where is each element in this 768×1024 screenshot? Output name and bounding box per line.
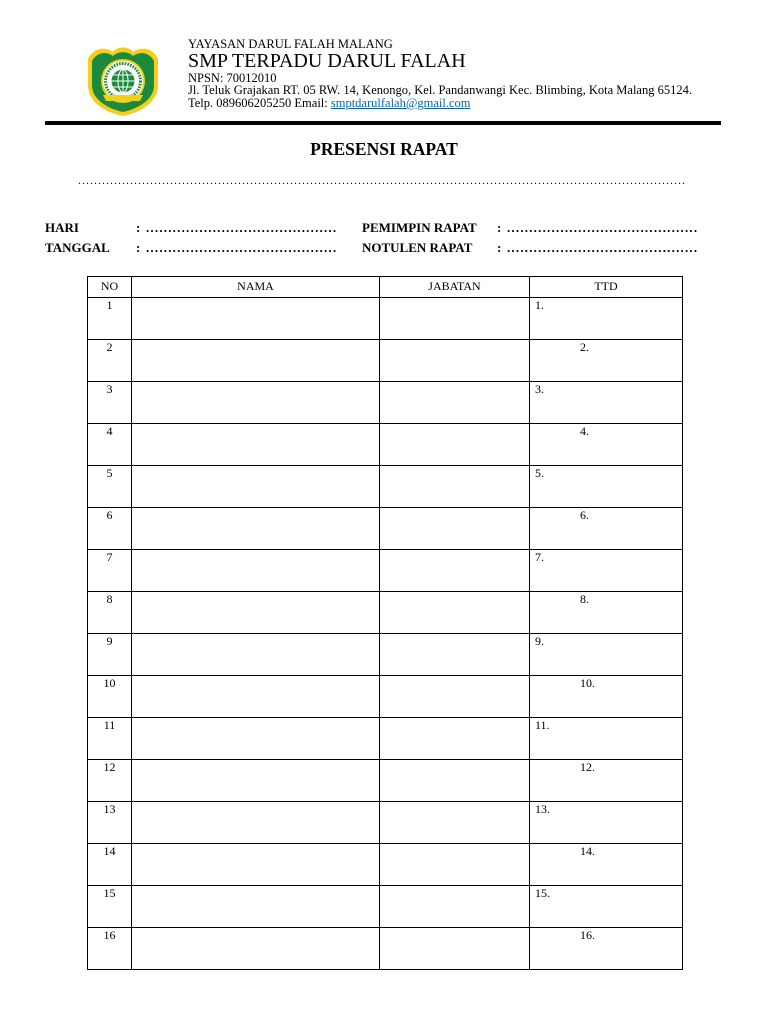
position-cell bbox=[380, 886, 530, 927]
position-cell bbox=[380, 676, 530, 717]
table-row bbox=[88, 759, 682, 801]
table-row bbox=[88, 549, 682, 591]
position-cell bbox=[380, 424, 530, 465]
phone-email-text: Telp. 089606205250 Email: bbox=[188, 96, 331, 110]
signature-cell bbox=[530, 634, 682, 675]
signature-number: 7. bbox=[535, 550, 544, 564]
position-cell bbox=[380, 634, 530, 675]
signature-number: 16. bbox=[580, 928, 595, 942]
signature-cell bbox=[530, 466, 682, 507]
field-minutes-taker-value: : ........................................... bbox=[497, 241, 699, 255]
name-cell bbox=[132, 550, 380, 591]
field-day-value: : ........................................... bbox=[136, 221, 338, 235]
row-number-cell: 9 bbox=[88, 634, 132, 675]
signature-cell bbox=[530, 676, 682, 717]
row-number-cell: 15 bbox=[88, 886, 132, 927]
npsn-line: NPSN: 70012010 bbox=[188, 71, 277, 85]
position-cell bbox=[380, 466, 530, 507]
name-cell bbox=[132, 424, 380, 465]
name-cell bbox=[132, 676, 380, 717]
position-cell bbox=[380, 802, 530, 843]
table-row bbox=[88, 297, 682, 339]
name-cell bbox=[132, 466, 380, 507]
signature-cell bbox=[530, 340, 682, 381]
position-cell bbox=[380, 760, 530, 801]
signature-cell bbox=[530, 886, 682, 927]
table-row bbox=[88, 339, 682, 381]
signature-number: 9. bbox=[535, 634, 544, 648]
table-row bbox=[88, 927, 682, 969]
column-header-no: NO bbox=[88, 277, 132, 297]
table-row bbox=[88, 465, 682, 507]
table-row bbox=[88, 801, 682, 843]
signature-number: 10. bbox=[580, 676, 595, 690]
name-cell bbox=[132, 928, 380, 969]
signature-cell bbox=[530, 928, 682, 969]
signature-number: 15. bbox=[535, 886, 550, 900]
address-line: Jl. Teluk Grajakan RT. 05 RW. 14, Kenongo, Kel. Pandanwangi Kec. Blimbing, Kota Malang 65124. bbox=[188, 83, 692, 97]
field-day-label: HARI bbox=[45, 220, 79, 235]
field-date-value: : ........................................... bbox=[136, 241, 338, 255]
signature-cell bbox=[530, 802, 682, 843]
row-number-cell: 11 bbox=[88, 718, 132, 759]
signature-cell bbox=[530, 508, 682, 549]
name-cell bbox=[132, 298, 380, 339]
name-cell bbox=[132, 382, 380, 423]
field-date-label: TANGGAL bbox=[45, 240, 110, 255]
signature-number: 5. bbox=[535, 466, 544, 480]
signature-number: 13. bbox=[535, 802, 550, 816]
position-cell bbox=[380, 382, 530, 423]
name-cell bbox=[132, 508, 380, 549]
attendance-table bbox=[87, 276, 683, 970]
letterhead-divider bbox=[45, 121, 721, 125]
row-number-cell: 16 bbox=[88, 928, 132, 969]
contact-line bbox=[188, 97, 470, 110]
email-link[interactable]: smptdarulfalah@gmail.com bbox=[330, 96, 471, 110]
field-chair-label: PEMIMPIN RAPAT bbox=[362, 220, 477, 235]
school-crest-icon bbox=[85, 43, 161, 117]
name-cell bbox=[132, 886, 380, 927]
field-minutes-taker-label: NOTULEN RAPAT bbox=[362, 240, 473, 255]
signature-cell bbox=[530, 760, 682, 801]
signature-number: 11. bbox=[535, 718, 550, 732]
school-name: SMP TERPADU DARUL FALAH bbox=[188, 50, 466, 72]
row-number-cell: 3 bbox=[88, 382, 132, 423]
signature-number: 4. bbox=[580, 424, 589, 438]
table-row bbox=[88, 591, 682, 633]
row-number-cell: 5 bbox=[88, 466, 132, 507]
signature-cell bbox=[530, 550, 682, 591]
table-row bbox=[88, 381, 682, 423]
table-header bbox=[88, 277, 682, 297]
signature-cell bbox=[530, 592, 682, 633]
field-chair-value: : ........................................... bbox=[497, 221, 699, 235]
position-cell bbox=[380, 844, 530, 885]
row-number-cell: 2 bbox=[88, 340, 132, 381]
table-row bbox=[88, 633, 682, 675]
table-row bbox=[88, 507, 682, 549]
row-number-cell: 4 bbox=[88, 424, 132, 465]
table-row bbox=[88, 675, 682, 717]
signature-number: 12. bbox=[580, 760, 595, 774]
signature-cell bbox=[530, 718, 682, 759]
column-header-name: NAMA bbox=[132, 277, 380, 297]
name-cell bbox=[132, 844, 380, 885]
position-cell bbox=[380, 550, 530, 591]
table-body bbox=[88, 297, 682, 969]
position-cell bbox=[380, 340, 530, 381]
name-cell bbox=[132, 802, 380, 843]
position-cell bbox=[380, 298, 530, 339]
row-number-cell: 14 bbox=[88, 844, 132, 885]
position-cell bbox=[380, 928, 530, 969]
signature-cell bbox=[530, 844, 682, 885]
name-cell bbox=[132, 760, 380, 801]
signature-number: 6. bbox=[580, 508, 589, 522]
row-number-cell: 6 bbox=[88, 508, 132, 549]
position-cell bbox=[380, 592, 530, 633]
name-cell bbox=[132, 340, 380, 381]
signature-number: 14. bbox=[580, 844, 595, 858]
position-cell bbox=[380, 718, 530, 759]
row-number-cell: 7 bbox=[88, 550, 132, 591]
row-number-cell: 13 bbox=[88, 802, 132, 843]
name-cell bbox=[132, 634, 380, 675]
signature-number: 3. bbox=[535, 382, 544, 396]
signature-cell bbox=[530, 382, 682, 423]
table-row bbox=[88, 423, 682, 465]
position-cell bbox=[380, 508, 530, 549]
signature-cell bbox=[530, 298, 682, 339]
signature-number: 1. bbox=[535, 298, 544, 312]
foundation-name: YAYASAN DARUL FALAH MALANG bbox=[188, 37, 393, 51]
table-row bbox=[88, 717, 682, 759]
column-header-position: JABATAN bbox=[380, 277, 530, 297]
table-row bbox=[88, 885, 682, 927]
document-title: PRESENSI RAPAT bbox=[310, 139, 458, 159]
name-cell bbox=[132, 718, 380, 759]
row-number-cell: 12 bbox=[88, 760, 132, 801]
column-header-signature: TTD bbox=[594, 279, 618, 293]
row-number-cell: 8 bbox=[88, 592, 132, 633]
signature-number: 8. bbox=[580, 592, 589, 606]
signature-cell bbox=[530, 424, 682, 465]
signature-number: 2. bbox=[580, 340, 589, 354]
name-cell bbox=[132, 592, 380, 633]
table-row bbox=[88, 843, 682, 885]
row-number-cell: 1 bbox=[88, 298, 132, 339]
row-number-cell: 10 bbox=[88, 676, 132, 717]
title-blank-line: ........................................................................................................................................................ bbox=[78, 174, 686, 186]
